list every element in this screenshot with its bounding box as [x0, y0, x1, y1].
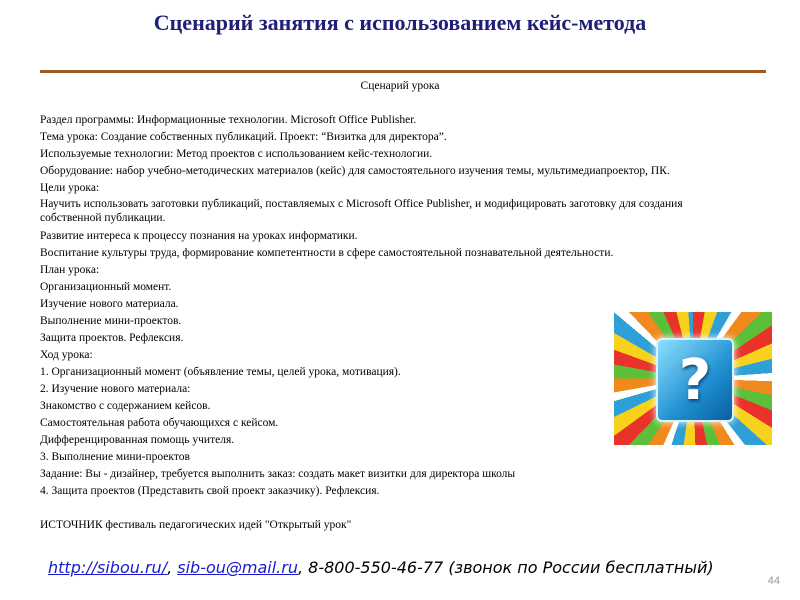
text-line: Раздел программы: Информационные технологии. Microsoft Office Publisher.: [40, 114, 417, 126]
website-link[interactable]: http://sibou.ru/: [48, 558, 168, 577]
separator: ,: [167, 558, 178, 577]
text-line: Используемые технологии: Метод проектов с использованием кейс-технологии.: [40, 148, 433, 160]
text-line: 4. Защита проектов (Представить свой проект заказчику). Рефлексия.: [40, 485, 380, 497]
page-number: 44: [767, 575, 780, 587]
text-line: Знакомство с содержанием кейсов.: [40, 400, 211, 412]
text-line: Тема урока: Создание собственных публикаций. Проект: “Визитка для директора”.: [40, 131, 447, 143]
phone-text: , 8-800-550-46-77 (звонок по России бесплатный): [297, 558, 714, 577]
text-line: Задание: Вы - дизайнер, требуется выполнить заказ: создать макет визитки для директора школы: [40, 468, 516, 480]
question-mark-image: [614, 312, 772, 445]
text-line: Выполнение мини-проектов.: [40, 315, 182, 327]
title-divider: [40, 70, 766, 73]
text-line: 3. Выполнение мини-проектов: [40, 451, 190, 463]
text-line: Защита проектов. Рефлексия.: [40, 332, 184, 344]
text-line: План урока:: [40, 264, 100, 276]
slide-title: Сценарий занятия с использованием кейс-метода: [153, 10, 647, 35]
lesson-subtitle: Сценарий урока: [360, 80, 440, 92]
question-mark-icon: ?: [656, 338, 734, 422]
text-line: Воспитание культуры труда, формирование компетентности в сфере самостоятельной познавательной деятельности.: [40, 247, 614, 259]
footer-contacts: [48, 558, 714, 577]
text-line: 2. Изучение нового материала:: [40, 383, 191, 395]
email-link[interactable]: sib-ou@mail.ru: [177, 558, 298, 577]
text-line: Самостоятельная работа обучающихся с кейсом.: [40, 417, 279, 429]
text-line: Развитие интереса к процессу познания на уроках информатики.: [40, 230, 358, 242]
text-line: Изучение нового материала.: [40, 298, 179, 310]
text-line: Оборудование: набор учебно-методических материалов (кейс) для самостоятельного изучения темы, мультимедиапроектор, ПК.: [40, 165, 670, 177]
text-line: Дифференцированная помощь учителя.: [40, 434, 235, 446]
text-line: Цели урока:: [40, 182, 100, 194]
spacer: [40, 500, 760, 517]
source-line: ИСТОЧНИК фестиваль педагогических идей "Открытый урок": [40, 519, 352, 531]
text-line: 1. Организационный момент (объявление темы, целей урока, мотивация).: [40, 366, 401, 378]
text-line: Научить использовать заготовки публикаций, поставляемых с Microsoft Office Publisher, и модифицировать заготовку для создания собственной публикации.: [40, 198, 683, 224]
text-line: Организационный момент.: [40, 281, 172, 293]
text-line: Ход урока:: [40, 349, 93, 361]
